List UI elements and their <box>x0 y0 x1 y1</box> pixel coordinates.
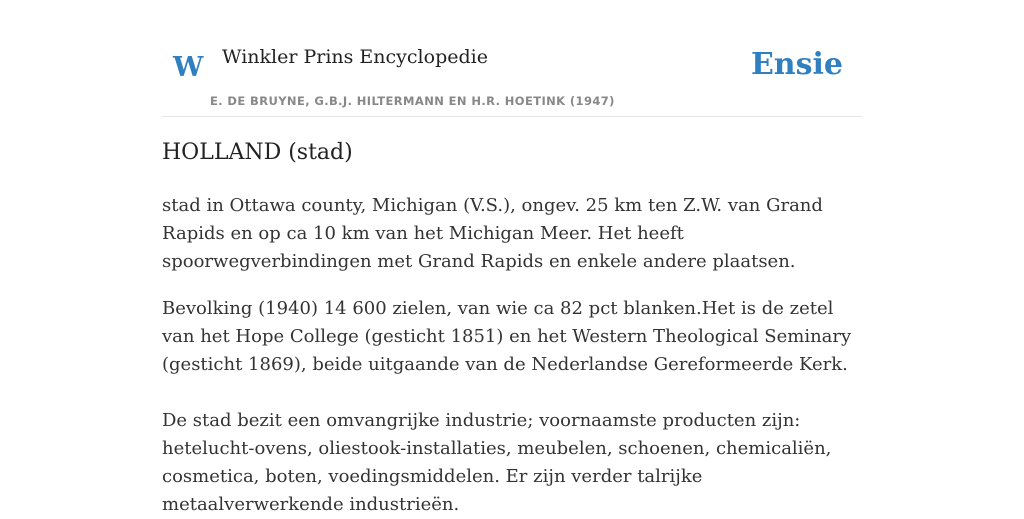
site-title[interactable]: Winkler Prins Encyclopedie <box>222 46 488 68</box>
article-paragraph: De stad bezit een omvangrijke industrie; voornaamste producten zijn: hetelucht-ovens, oliestook-installaties, meubelen, schoenen, chemicaliën, cosmetica, boten, voedingsmiddelen. Er zijn verder talrijke metaalverwerkende industrieën. <box>162 410 832 515</box>
article-paragraph: Bevolking (1940) 14 600 zielen, van wie ca 82 pct blanken.Het is de zetel van het Hope College (gesticht 1851) en het Western Theological Seminary (gesticht 1869), beide uitgaande van de Nederlandse Gereformeerde Kerk. <box>162 298 852 375</box>
authors-line: E. DE BRUYNE, G.B.J. HILTERMANN EN H.R. HOETINK (1947) <box>210 94 615 108</box>
ensie-logo[interactable]: Ensie <box>750 47 843 82</box>
page-container <box>162 0 862 515</box>
winkler-prins-logo[interactable]: W <box>173 52 204 83</box>
article-paragraph: stad in Ottawa county, Michigan (V.S.), ongev. 25 km ten Z.W. van Grand Rapids en op ca 10 km van het Michigan Meer. Het heeft spoorwegverbindingen met Grand Rapids en enkele andere plaatsen. <box>162 195 823 272</box>
site-header <box>162 0 862 117</box>
article-title: HOLLAND (stad) <box>162 140 353 165</box>
